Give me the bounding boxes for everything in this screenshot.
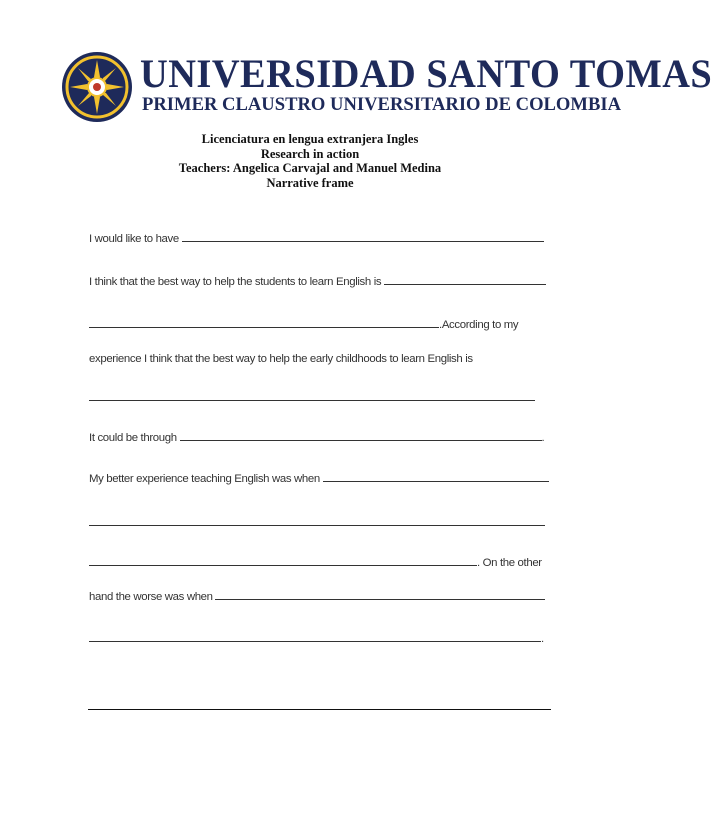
prompt-text: experience I think that the best way to help the early childhoods to learn English is <box>89 353 473 365</box>
prompt-text: My better experience teaching English was when <box>89 473 320 485</box>
prompt-line-5 <box>89 391 535 404</box>
prompt-line-10 <box>89 590 545 603</box>
prompt-text: I think that the best way to help the students to learn English is <box>89 276 382 288</box>
prompt-line-9 <box>89 556 542 569</box>
program-title: Licenciatura en lengua extranjera Ingles <box>201 132 419 146</box>
answer-blank[interactable] <box>215 590 545 600</box>
prompt-text: . <box>541 633 544 645</box>
course-title: Research in action <box>260 146 360 161</box>
answer-blank[interactable] <box>180 431 542 441</box>
prompt-line-7 <box>89 472 549 485</box>
prompt-text: . <box>541 432 545 444</box>
prompt-line-4 <box>89 353 473 365</box>
answer-blank[interactable] <box>182 232 544 242</box>
answer-blank[interactable] <box>89 391 535 401</box>
prompt-line-11 <box>89 632 544 645</box>
document-titles <box>100 132 520 190</box>
prompt-line-2 <box>89 275 546 288</box>
prompt-line-8 <box>89 516 545 529</box>
university-header <box>60 46 712 126</box>
prompt-line-1 <box>89 232 544 245</box>
prompt-text: I would like to have <box>89 233 179 245</box>
prompt-line-3 <box>89 318 518 331</box>
answer-blank[interactable] <box>89 516 545 526</box>
answer-blank[interactable] <box>384 275 546 285</box>
answer-blank[interactable] <box>323 472 549 482</box>
teachers-line: Teachers: Angelica Carvajal and Manuel Medina <box>178 161 442 175</box>
prompt-text: hand the worse was when <box>89 591 213 603</box>
prompt-text: It could be through <box>89 432 177 444</box>
prompt-text: . On the other <box>477 557 542 569</box>
bottom-rule <box>88 709 551 710</box>
answer-blank[interactable] <box>89 632 541 642</box>
prompt-line-6 <box>89 431 544 444</box>
university-seal-logo <box>60 50 134 124</box>
university-subtitle: PRIMER CLAUSTRO UNIVERSITARIO DE COLOMBIA <box>142 94 622 115</box>
frame-title: Narrative frame <box>266 175 354 190</box>
prompt-text: .According to my <box>439 319 519 331</box>
answer-blank[interactable] <box>89 556 477 566</box>
answer-blank[interactable] <box>89 318 439 328</box>
university-name: UNIVERSIDAD SANTO TOMAS <box>140 51 712 96</box>
